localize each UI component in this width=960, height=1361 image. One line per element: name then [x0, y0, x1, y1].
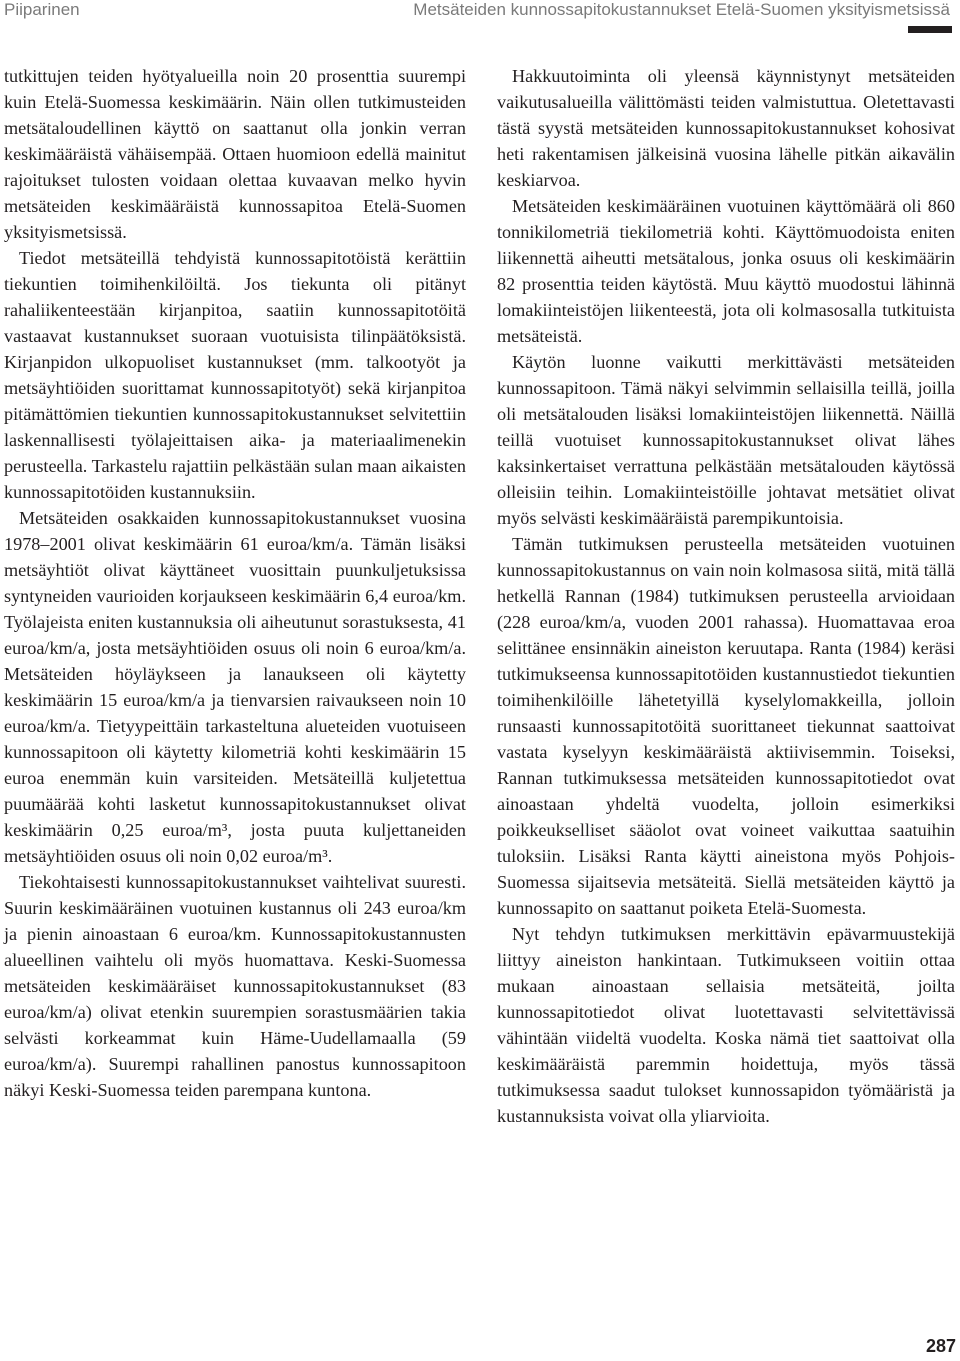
paragraph: Tämän tutkimuksen perusteella metsäteiden vuotuinen kunnossapitokustannus on vain noin kolmasosa siitä, mitä tällä hetkellä Rannan (1984) tutkimuksen perusteella arvioidaan (228 euroa/km/a, vuoden 2001 rahassa). Huomattavaa eroa selittänee ensinnäkin aineiston keruutapa. Ranta (1984) keräsi tutkimukseensa kunnossapitotöiden kustannustiedot tiekuntien toimihenkilöille lähetetyillä kyselylomakkeilla, jolloin runsaasti kunnossapitotöitä suorittaneet tiekunnat saattoivat vastata kyselyyn keskimääräistä aktiivisemmin. Toiseksi, Rannan tutkimuksessa metsäteiden kunnossapitotiedot ovat ainoastaan yhdeltä vuodelta, jolloin esimerkiksi poikkeukselliset sääolot ovat voineet vaikuttaa saatuihin tuloksiin. Lisäksi Ranta käytti aineistona myös Pohjois-Suomessa sijaitsevia metsäteitä. Siellä metsäteiden käyttö ja kunnossapito on saattanut poiketa Etelä-Suomesta. [497, 534, 955, 918]
paragraph: Nyt tehdyn tutkimuksen merkittävin epävarmuustekijä liittyy aineiston hankintaan. Tutkimukseen voitiin ottaa mukaan ainoastaan sellaisia metsäteitä, joilta kunnossapitotiedot olivat luotettavasti selvitettävissä vähintään viideltä vuodelta. Koska nämä tiet saattoivat olla keskimääräistä paremmin hoidettuja, myös tässä tutkimuksessa saadut tulokset kunnossapidon työmääristä ja kustannuksista voivat olla yliarvioita. [497, 924, 955, 1126]
page-number: 287 [925, 1336, 956, 1356]
header-article-title: Metsäteiden kunnossapitokustannukset Etelä-Suomen yksityismetsissä [413, 0, 950, 19]
right-text-column [497, 63, 955, 1129]
paragraph: Tiekohtaisesti kunnossapitokustannukset vaihtelivat suuresti. Suurin keskimääräinen vuotuinen kustannus oli 243 euroa/km ja pienin ainoastaan 6 euroa/km. Kunnossapitokustannusten alueellinen vaihtelu oli myös huomattava. Keski-Suomessa metsäteiden keskimääräiset kunnossapitokustannukset (83 euroa/km/a) olivat etenkin suurempien sorastusmäärien takia selvästi korkeammat kuin Häme-Uudellamaalla (59 euroa/km/a). Suurempi rahallinen panostus kunnossapitoon näkyi Keski-Suomessa teiden parempana kuntona. [4, 872, 466, 1100]
paragraph: tutkittujen teiden hyötyalueilla noin 20 prosenttia suurempi kuin Etelä-Suomessa keskimäärin. Näin ollen tutkimusteiden metsätaloudellinen käyttö on saattanut olla jonkin verran keskimääräistä vähäisempää. Ottaen huomioon edellä mainitut rajoitukset tulosten voidaan olettaa kuvaavan melko hyvin metsäteiden keskimääräistä kunnossapitoa Etelä-Suomen yksityismetsissä. [4, 66, 466, 242]
header-author: Piiparinen [4, 0, 80, 19]
paragraph: Hakkuutoiminta oli yleensä käynnistynyt metsäteiden vaikutusalueilla välittömästi teiden valmistuttua. Oletettavasti tästä syystä metsäteiden kunnossapitokustannukset kohosivat heti rakentamisen jälkeisinä vuosina lähelle pitkän aikavälin keskiarvoa. [497, 66, 955, 190]
paragraph: Metsäteiden keskimääräinen vuotuinen käyttömäärä oli 860 tonnikilometriä tiekilometriä kohti. Käyttömuodoista eniten liikennettä aiheutti metsätalous, jonka osuus oli keskimäärin 82 prosenttia teiden käytöstä. Muu käyttö muodostui lähinnä lomakiinteistöjen liikenteestä, jota oli kolmasosalla tutkituista metsäteistä. [497, 196, 955, 346]
paragraph: Metsäteiden osakkaiden kunnossapitokustannukset vuosina 1978–2001 olivat keskimäärin 61 euroa/km/a. Tämän lisäksi metsäyhtiöt olivat käyttäneet vuosittain puunkuljetuksissa syntyneiden vaurioiden korjaukseen keskimäärin 6,4 euroa/km. Työlajeista eniten kustannuksia oli aiheutunut sorastuksesta, 41 euroa/km/a, josta metsäyhtiöiden osuus oli noin 6 euroa/km/a. Metsäteiden höyläykseen ja lanaukseen oli käytetty keskimäärin 15 euroa/km/a ja tienvarsien raivaukseen noin 10 euroa/km/a. Tietyypeittäin tarkasteltuna alueteiden vuotuiseen kunnossapitoon oli käytetty kilometriä kohti keskimäärin 15 euroa enemmän kuin varsiteiden. Metsäteillä kuljetettua puumäärää kohti lasketut kunnossapitokustannukset olivat keskimäärin 0,25 euroa/m³, josta puuta kuljettaneiden metsäyhtiöiden osuus oli noin 0,02 euroa/m³. [4, 508, 466, 866]
paragraph: Tiedot metsäteillä tehdyistä kunnossapitotöistä kerättiin tiekuntien toimihenkilöiltä. Jos tiekunta oli pitänyt rahaliikenteestään kirjanpitoa, saatiin kunnossapitotöitä vastaavat kustannukset suoraan vuotuisista tilinpäätöksistä. Kirjanpidon ulkopuoliset kustannukset (mm. talkootyöt ja metsäyhtiöiden suorittamat kunnossapitotyöt) sekä kirjanpitoa pitämättömien tiekuntien kunnossapitokustannukset selvitettiin laskennallisesti työlajeittaisen aika- ja materiaalimenekin perusteella. Tarkastelu rajattiin pelkästään sulan maan aikaisten kunnossapitotöiden kustannuksiin. [4, 248, 466, 502]
running-header [0, 0, 960, 40]
paragraph: Käytön luonne vaikutti merkittävästi metsäteiden kunnossapitoon. Tämä näkyi selvimmin sellaisilla teillä, joilla oli metsätalouden lisäksi lomakiinteistöjen liikennettä. Näillä teillä vuotuiset kunnossapitokustannukset olivat lähes kaksinkertaiset verrattuna pelkästään metsätalouden käytössä olleisiin teihin. Lomakiinteistöille johtavat metsätiet olivat myös selvästi keskimääräistä parempikuntoisia. [497, 352, 955, 528]
header-bar-mark [908, 26, 952, 33]
left-text-column [4, 63, 466, 1103]
